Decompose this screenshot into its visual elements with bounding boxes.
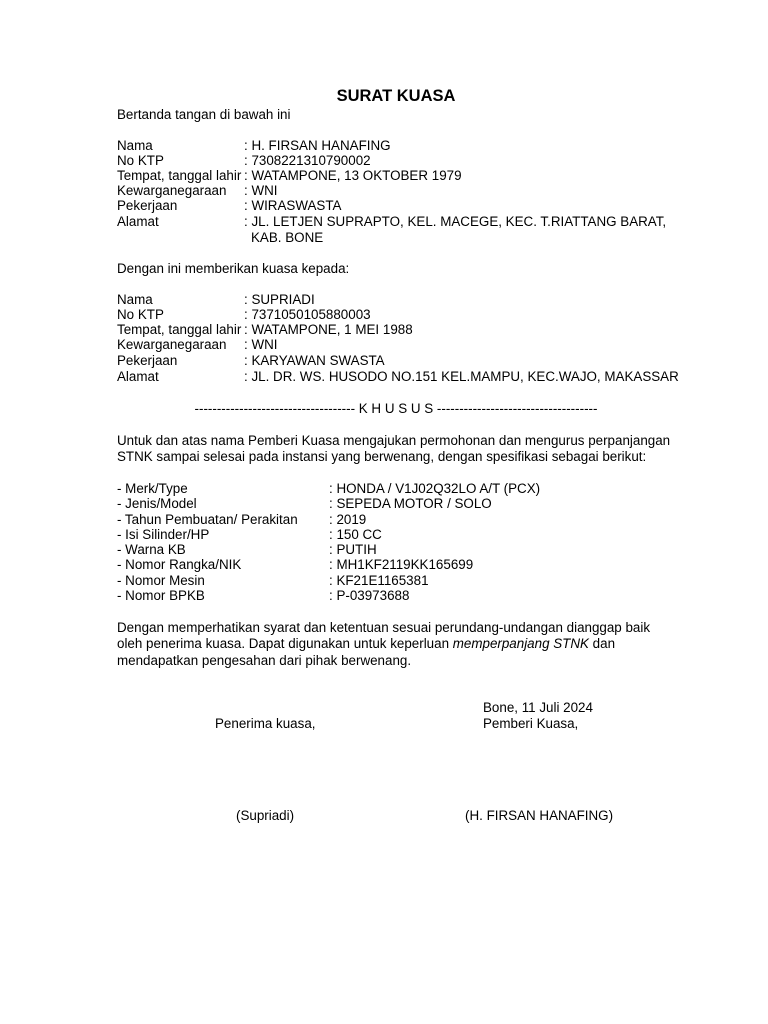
closing-paragraph bbox=[117, 620, 677, 669]
grantee-job-label: Pekerjaan bbox=[117, 353, 178, 368]
signature-place-date: Bone, 11 Juli 2024 bbox=[483, 700, 593, 715]
vehicle-bpkb-label: - Nomor BPKB bbox=[117, 588, 205, 603]
vehicle-cc-value: : 150 CC bbox=[329, 527, 382, 542]
vehicle-engine-label: - Nomor Mesin bbox=[117, 573, 205, 588]
grantor-ktp-label: No KTP bbox=[117, 153, 164, 168]
grantor-ktp-value: : 7308221310790002 bbox=[244, 153, 371, 168]
grantee-address-label: Alamat bbox=[117, 369, 159, 384]
vehicle-engine-value: : KF21E1165381 bbox=[329, 573, 429, 588]
grantor-birth-value: : WATAMPONE, 13 OKTOBER 1979 bbox=[244, 168, 462, 183]
grantee-nationality-label: Kewarganegaraan bbox=[117, 337, 227, 352]
closing-text-part1: Dengan memperhatikan syarat dan ketentuan sesuai perundang-undangan dianggap baik oleh penerima kuasa. Dapat digunakan untuk keperluan bbox=[117, 620, 651, 652]
grantor-name-label: Nama bbox=[117, 138, 153, 153]
grantee-address-value: : JL. DR. WS. HUSODO NO.151 KEL.MAMPU, KEC.WAJO, MAKASSAR bbox=[244, 369, 679, 384]
vehicle-merk-value: : HONDA / V1J02Q32LO A/T (PCX) bbox=[329, 481, 541, 496]
grantor-address-label: Alamat bbox=[117, 214, 159, 229]
grantee-ktp-value: : 7371050105880003 bbox=[244, 307, 371, 322]
vehicle-color-value: : PUTIH bbox=[329, 542, 377, 557]
grantor-address-value: : JL. LETJEN SUPRAPTO, KEL. MACEGE, KEC. T.RIATTANG BARAT, bbox=[244, 214, 667, 229]
closing-text-italic: memperpanjang STNK bbox=[452, 636, 589, 652]
grantor-address-continuation: KAB. BONE bbox=[251, 230, 324, 245]
khusus-divider: ------------------------------------ K H U S U S ------------------------------------ bbox=[194, 401, 598, 416]
closing-text-part2: dan mendapatkan pengesahan dari pihak berwenang. bbox=[117, 636, 616, 668]
document-title: SURAT KUASA bbox=[336, 87, 456, 105]
giver-label: Pemberi Kuasa, bbox=[483, 716, 579, 731]
vehicle-frame-value: : MH1KF2119KK165699 bbox=[329, 557, 474, 572]
grantee-birth-label: Tempat, tanggal lahir bbox=[117, 322, 242, 337]
grantee-nationality-value: : WNI bbox=[244, 337, 278, 352]
intro-text: Bertanda tangan di bawah ini bbox=[117, 107, 291, 122]
grantee-ktp-label: No KTP bbox=[117, 307, 164, 322]
vehicle-year-label: - Tahun Pembuatan/ Perakitan bbox=[117, 512, 298, 527]
vehicle-color-label: - Warna KB bbox=[117, 542, 186, 557]
receiver-name: (Supriadi) bbox=[236, 808, 295, 823]
vehicle-model-value: : SEPEDA MOTOR / SOLO bbox=[329, 496, 492, 511]
vehicle-year-value: : 2019 bbox=[329, 512, 367, 527]
grant-text: Dengan ini memberikan kuasa kepada: bbox=[117, 261, 350, 276]
giver-name: (H. FIRSAN HANAFING) bbox=[465, 808, 614, 823]
grantee-name-value: : SUPRIADI bbox=[244, 292, 315, 307]
grantor-nationality-label: Kewarganegaraan bbox=[117, 183, 227, 198]
grantee-birth-value: : WATAMPONE, 1 MEI 1988 bbox=[244, 322, 413, 337]
grantor-job-value: : WIRASWASTA bbox=[244, 198, 342, 213]
vehicle-cc-label: - Isi Silinder/HP bbox=[117, 527, 210, 542]
purpose-paragraph: Untuk dan atas nama Pemberi Kuasa mengajukan permohonan dan mengurus perpanjangan STNK sampai selesai pada instansi yang berwenang, dengan spesifikasi sebagai berikut: bbox=[117, 433, 671, 465]
grantor-nationality-value: : WNI bbox=[244, 183, 278, 198]
grantee-name-label: Nama bbox=[117, 292, 153, 307]
grantor-name-value: : H. FIRSAN HANAFING bbox=[244, 138, 391, 153]
grantor-birth-label: Tempat, tanggal lahir bbox=[117, 168, 242, 183]
grantor-job-label: Pekerjaan bbox=[117, 198, 178, 213]
vehicle-model-label: - Jenis/Model bbox=[117, 496, 197, 511]
grantee-job-value: : KARYAWAN SWASTA bbox=[244, 353, 385, 368]
vehicle-bpkb-value: : P-03973688 bbox=[329, 588, 410, 603]
receiver-label: Penerima kuasa, bbox=[215, 716, 316, 731]
vehicle-frame-label: - Nomor Rangka/NIK bbox=[117, 557, 242, 572]
vehicle-merk-label: - Merk/Type bbox=[117, 481, 188, 496]
